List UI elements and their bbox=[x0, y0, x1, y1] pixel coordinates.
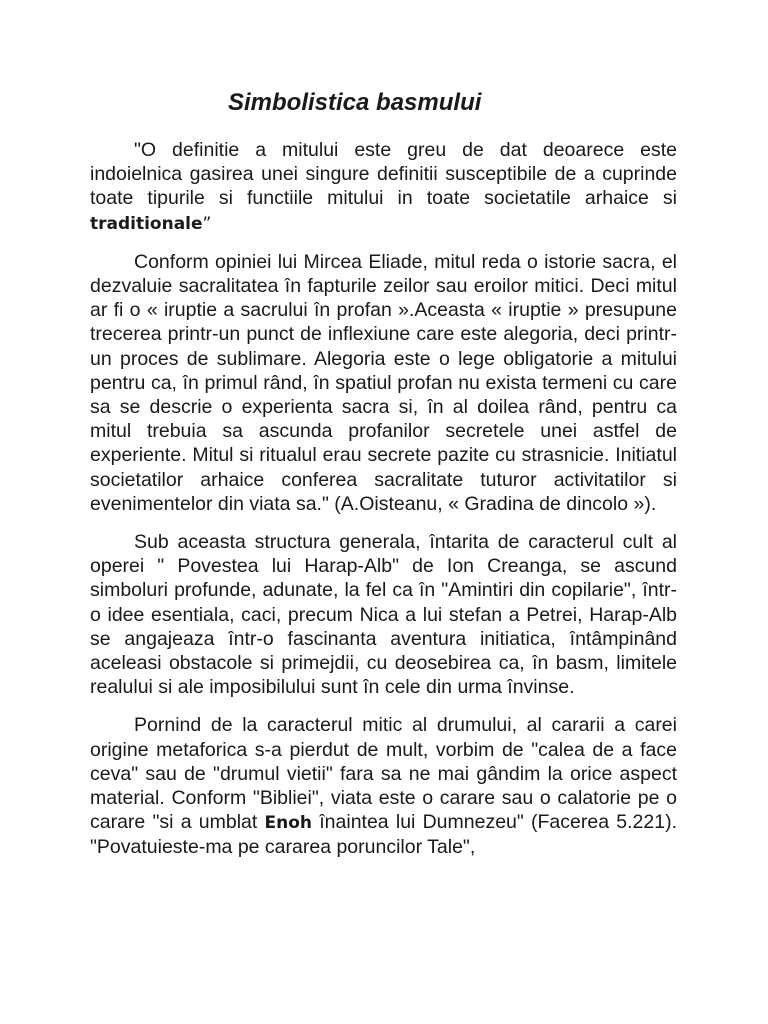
paragraph-eliade bbox=[90, 250, 677, 516]
paragraph-text-start: Pornind de la caracterul mitic al drumului, al cararii a carei origine metaforica s-a pierdut de mult, vorbim de "calea de a face ceva" sau de "drumul vietii" fara sa ne mai gândim la orice aspect material. Conform "Bibliei", viata este o carare sau o calatorie pe o carare "si a umblat bbox=[90, 714, 677, 834]
closing-quote: ” bbox=[202, 213, 212, 234]
paragraph-text: "O definitie a mitului este greu de dat deoarece este indoielnica gasirea unei singure definitii susceptibile de a cuprinde toate tipurile si functiile mitului in toate societatile arhaice si bbox=[90, 139, 677, 210]
emphasized-word: traditionale bbox=[90, 213, 203, 234]
paragraph-structure bbox=[90, 530, 677, 699]
paragraph-text: Sub aceasta structura generala, întarita de caracterul cult al operei " Povestea lui Harap-Alb" de Ion Creanga, se ascund simboluri profunde, adunate, la fel ca în "Amintiri din copilarie", într-o idee esentiala, caci, precum Nica a lui stefan a Petrei, Harap-Alb se angajeaza într-o fascinanta aventura initiatica, întâmpinând aceleasi obstacole si primejdii, cu deosebirea ca, în basm, limitele realului si ale imposibilului sunt în cele din urma învinse. bbox=[90, 531, 677, 699]
paragraph-text: Conform opiniei lui Mircea Eliade, mitul reda o istorie sacra, el dezvaluie sacralitatea în fapturile zeilor sau eroilor mitici. Deci mitul ar fi o « iruptie a sacrului în profan ».Aceasta « iruptie » presupune trecerea printr-un punct de inflexiune care este alegoria, deci printr-un proces de sublimare. Alegoria este o lege obligatorie a mitului pentru ca, în primul rând, în spatiul profan nu exista termeni cu care sa se descrie o experienta sacra si, în al doilea rând, pentru ca mitul trebuia sa ascunda profanilor secretele unei astfel de experiente. Mitul si ritualul erau secrete pazite cu strasnicie. Initiatul societatilor arhaice conferea sacralitate tuturor activitatilor si evenimentelor din viata sa." (A.Oisteanu, « Gradina de dincolo »). bbox=[90, 250, 677, 515]
paragraph-path bbox=[90, 713, 677, 859]
paragraph-text-end: înaintea lui Dumnezeu" (Facerea 5.221). "Povatuieste-ma pe cararea poruncilor Tale", bbox=[90, 811, 677, 859]
paragraph-definition bbox=[90, 138, 677, 236]
document-title: Simbolistica basmului bbox=[228, 89, 482, 116]
document-page bbox=[90, 88, 677, 874]
emphasized-name: Enoh bbox=[264, 813, 313, 834]
